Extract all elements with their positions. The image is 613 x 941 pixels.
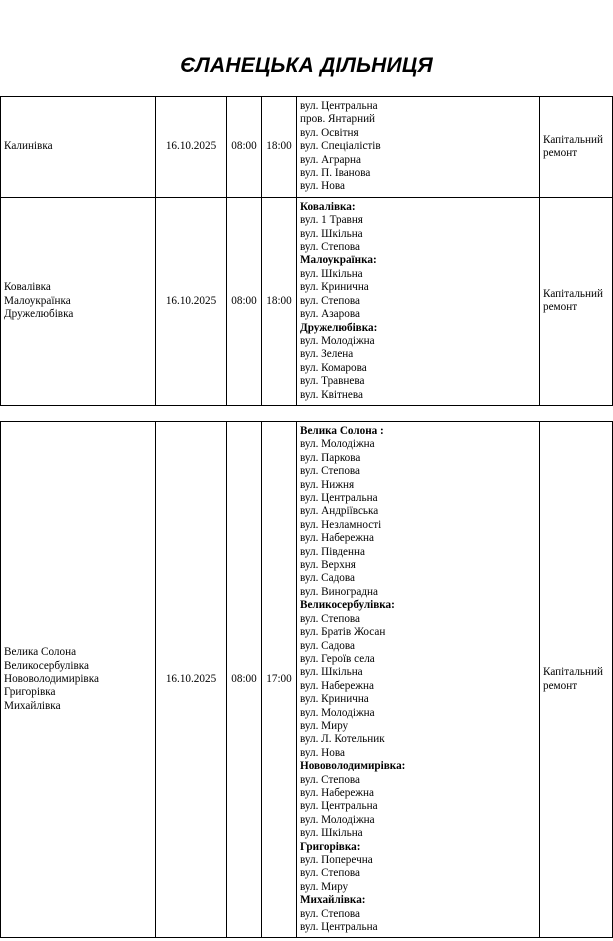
village-heading: Ковалівка: — [300, 200, 356, 213]
village-heading: Михайлівка: — [300, 894, 366, 907]
streets-cell — [297, 422, 540, 938]
date-cell: 16.10.2025 — [156, 422, 227, 938]
table-row — [1, 97, 613, 198]
street-item: вул. Садова — [300, 572, 355, 585]
work-type-cell: Капітальний ремонт — [540, 197, 613, 405]
street-item: вул. Освітня — [300, 126, 359, 139]
village-heading: Дружелюбівка: — [300, 321, 378, 334]
locality-name: Нововолодимирівка — [4, 673, 99, 686]
table-row — [1, 197, 613, 405]
locality-name: Ковалівка — [4, 281, 51, 294]
street-item: вул. Верхня — [300, 559, 356, 572]
locality-name: Дружелюбівка — [4, 308, 74, 321]
street-item: вул. Шкільна — [300, 227, 363, 240]
street-item: вул. 1 Травня — [300, 214, 363, 227]
street-item: вул. Л. Котельник — [300, 733, 385, 746]
street-item: вул. Нова — [300, 746, 345, 759]
table-row — [1, 422, 613, 938]
village-heading: Нововолодимирівка: — [300, 760, 406, 773]
locality-name: Калинівка — [4, 140, 53, 153]
locality-name: Велика Солона — [4, 646, 77, 659]
street-item: вул. Степова — [300, 465, 361, 478]
village-heading: Григорівка: — [300, 840, 361, 853]
street-item: вул. Набережна — [300, 532, 374, 545]
locality-cell — [1, 422, 156, 938]
locality-cell — [1, 97, 156, 198]
street-item: вул. Поперечна — [300, 854, 373, 866]
street-item: вул. Молодіжна — [300, 813, 375, 826]
street-item: вул. Набережна — [300, 786, 374, 799]
street-item: вул. Азарова — [300, 308, 360, 321]
street-item: вул. Миру — [300, 719, 349, 732]
start-time-cell: 08:00 — [227, 197, 262, 405]
street-item: вул. Незламності — [300, 518, 382, 531]
street-item: вул. Центральна — [300, 800, 378, 813]
street-item: вул. Кринична — [300, 693, 369, 706]
locality-name: Малоукраїнка — [4, 294, 71, 307]
village-heading: Малоукраїнка: — [300, 254, 377, 267]
street-item: вул. Степова — [300, 907, 361, 920]
street-item: вул. Аграрна — [300, 153, 361, 166]
schedule-table-bottom — [0, 421, 613, 938]
street-item: вул. Нова — [300, 180, 345, 193]
street-item: вул. Героїв села — [300, 652, 375, 665]
street-item: вул. Зелена — [300, 348, 354, 361]
date-cell: 16.10.2025 — [156, 197, 227, 405]
street-item: вул. Степова — [300, 612, 361, 625]
street-item: вул. Спеціалістів — [300, 140, 381, 153]
street-item: вул. Травнева — [300, 375, 365, 388]
street-item: вул. Виноградна — [300, 585, 379, 598]
street-item: вул. Шкільна — [300, 827, 363, 840]
work-type-cell: Капітальний ремонт — [540, 97, 613, 198]
street-item: вул. Паркова — [300, 451, 361, 464]
street-item: вул. Центральна — [300, 921, 378, 934]
date-cell: 16.10.2025 — [156, 97, 227, 198]
street-item: вул. Степова — [300, 773, 361, 786]
locality-cell — [1, 197, 156, 405]
street-item: вул. Комарова — [300, 361, 367, 374]
page-title: ЄЛАНЕЦЬКА ДІЛЬНИЦЯ — [180, 54, 433, 77]
streets-cell — [297, 97, 540, 198]
street-item: вул. Молодіжна — [300, 438, 375, 451]
street-item: вул. Братів Жосан — [300, 626, 386, 639]
start-time-cell: 08:00 — [227, 97, 262, 198]
village-heading: Велика Солона : — [300, 425, 384, 437]
locality-name: Михайлівка — [4, 699, 61, 712]
street-item: вул. Миру — [300, 880, 349, 893]
street-item: вул. Кринична — [300, 281, 369, 294]
street-item: вул. Андріївська — [300, 505, 379, 518]
street-item: вул. Шкільна — [300, 666, 363, 679]
end-time-cell: 18:00 — [262, 197, 297, 405]
street-item: вул. Степова — [300, 867, 361, 880]
street-item: вул. Молодіжна — [300, 334, 375, 347]
street-item: вул. Набережна — [300, 679, 374, 692]
schedule-table-top — [0, 96, 613, 406]
street-item: вул. Нижня — [300, 478, 355, 491]
street-item: вул. Південна — [300, 545, 365, 558]
streets-cell — [297, 197, 540, 405]
street-item: пров. Янтарний — [300, 113, 376, 126]
street-item: вул. Степова — [300, 294, 361, 307]
village-heading: Великосербулівка: — [300, 599, 395, 612]
street-item: вул. Центральна — [300, 492, 378, 505]
locality-name: Великосербулівка — [4, 659, 89, 672]
street-item: вул. П. Іванова — [300, 167, 371, 180]
street-item: вул. Шкільна — [300, 267, 363, 280]
street-item: вул. Садова — [300, 639, 355, 652]
street-item: вул. Центральна — [300, 100, 378, 112]
street-item: вул. Молодіжна — [300, 706, 375, 719]
locality-name: Григорівка — [4, 686, 56, 699]
street-item: вул. Степова — [300, 241, 361, 254]
work-type-cell: Капітальний ремонт — [540, 422, 613, 938]
end-time-cell: 18:00 — [262, 97, 297, 198]
street-item: вул. Квітнева — [300, 388, 363, 401]
end-time-cell: 17:00 — [262, 422, 297, 938]
start-time-cell: 08:00 — [227, 422, 262, 938]
